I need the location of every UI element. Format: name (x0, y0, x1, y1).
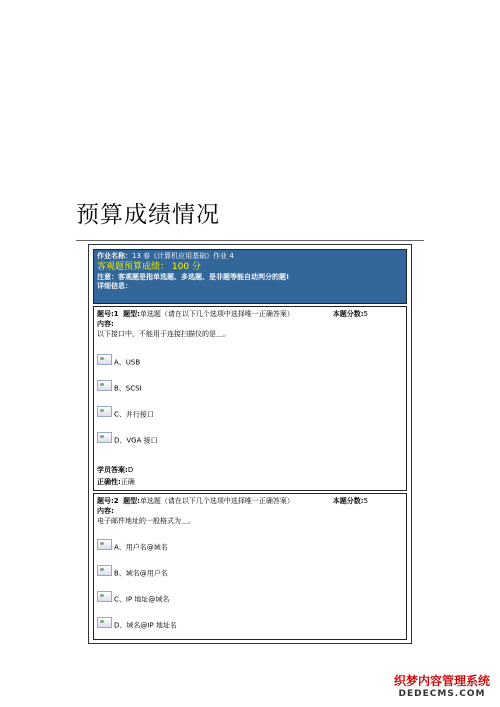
question-type-label: 题型: (123, 497, 140, 505)
assignment-label: 作业名称： (97, 252, 132, 260)
option-b[interactable] (97, 568, 168, 579)
option-label: B、域名@用户名 (114, 569, 168, 578)
question-card (93, 306, 407, 491)
results-panel (88, 244, 412, 644)
option-label: D、VGA 接口 (114, 436, 158, 445)
correctness-value: 正确 (120, 478, 135, 486)
detail-label: 详细信息： (97, 282, 132, 290)
question-card (93, 493, 407, 640)
radio-icon[interactable] (97, 406, 112, 417)
radio-icon[interactable] (97, 539, 112, 550)
option-a[interactable] (97, 357, 140, 368)
option-a[interactable] (97, 542, 168, 553)
question-score: 5 (363, 310, 368, 318)
question-content: 电子邮件地址的一般格式为＿。 (97, 517, 195, 525)
option-label: D、域名@IP 地址名 (114, 621, 177, 630)
question-number: 题号:1 (97, 310, 119, 318)
radio-icon[interactable] (97, 591, 112, 602)
option-c[interactable] (97, 409, 154, 420)
option-c[interactable] (97, 594, 169, 605)
radio-icon[interactable] (97, 432, 112, 443)
student-answer: D (127, 466, 134, 474)
note-text: 注意：客观题是指单选题、多选题、是非题等能自动判分的题! (97, 273, 290, 281)
option-label: B、SCSI (114, 384, 142, 393)
option-b[interactable] (97, 383, 142, 394)
option-label: C、并行接口 (114, 410, 154, 419)
question-type: 单选题（请在以下几个选项中选择唯一正确答案） (139, 497, 294, 505)
radio-icon[interactable] (97, 380, 112, 391)
question-score-label: 本题分数: (332, 497, 364, 505)
question-content: 以下接口中，不能用于连接扫描仪的是＿。 (97, 330, 230, 338)
option-label: C、IP 地址@域名 (114, 595, 170, 604)
option-label: A、用户名@域名 (114, 543, 168, 552)
watermark-line1: 织梦内容管理系统 (393, 674, 490, 688)
summary-header (93, 249, 407, 304)
watermark-line2: DEDECMS.COM (398, 689, 486, 699)
question-type-label: 题型: (123, 310, 140, 318)
page-title: 预算成绩情况 (76, 202, 220, 228)
radio-icon[interactable] (97, 565, 112, 576)
correctness-label: 正确性: (97, 478, 121, 486)
option-label: A、USB (114, 358, 141, 367)
question-score: 5 (363, 497, 368, 505)
question-type: 单选题（请在以下几个选项中选择唯一正确答案） (139, 310, 294, 318)
title-divider (76, 240, 424, 241)
option-d[interactable] (97, 435, 158, 446)
content-label: 内容: (97, 507, 114, 515)
content-label: 内容: (97, 320, 114, 328)
assignment-name: 13 春《计算机应用基础》作业 4 (132, 252, 234, 260)
answer-label: 学员答案: (97, 466, 128, 474)
question-score-label: 本题分数: (332, 310, 364, 318)
radio-icon[interactable] (97, 354, 112, 365)
question-number: 题号:2 (97, 497, 119, 505)
option-d[interactable] (97, 620, 177, 631)
site-watermark (388, 672, 496, 699)
score-value: 100 分 (171, 262, 201, 272)
score-label: 客观题预算成绩： (97, 262, 170, 272)
radio-icon[interactable] (97, 617, 112, 628)
